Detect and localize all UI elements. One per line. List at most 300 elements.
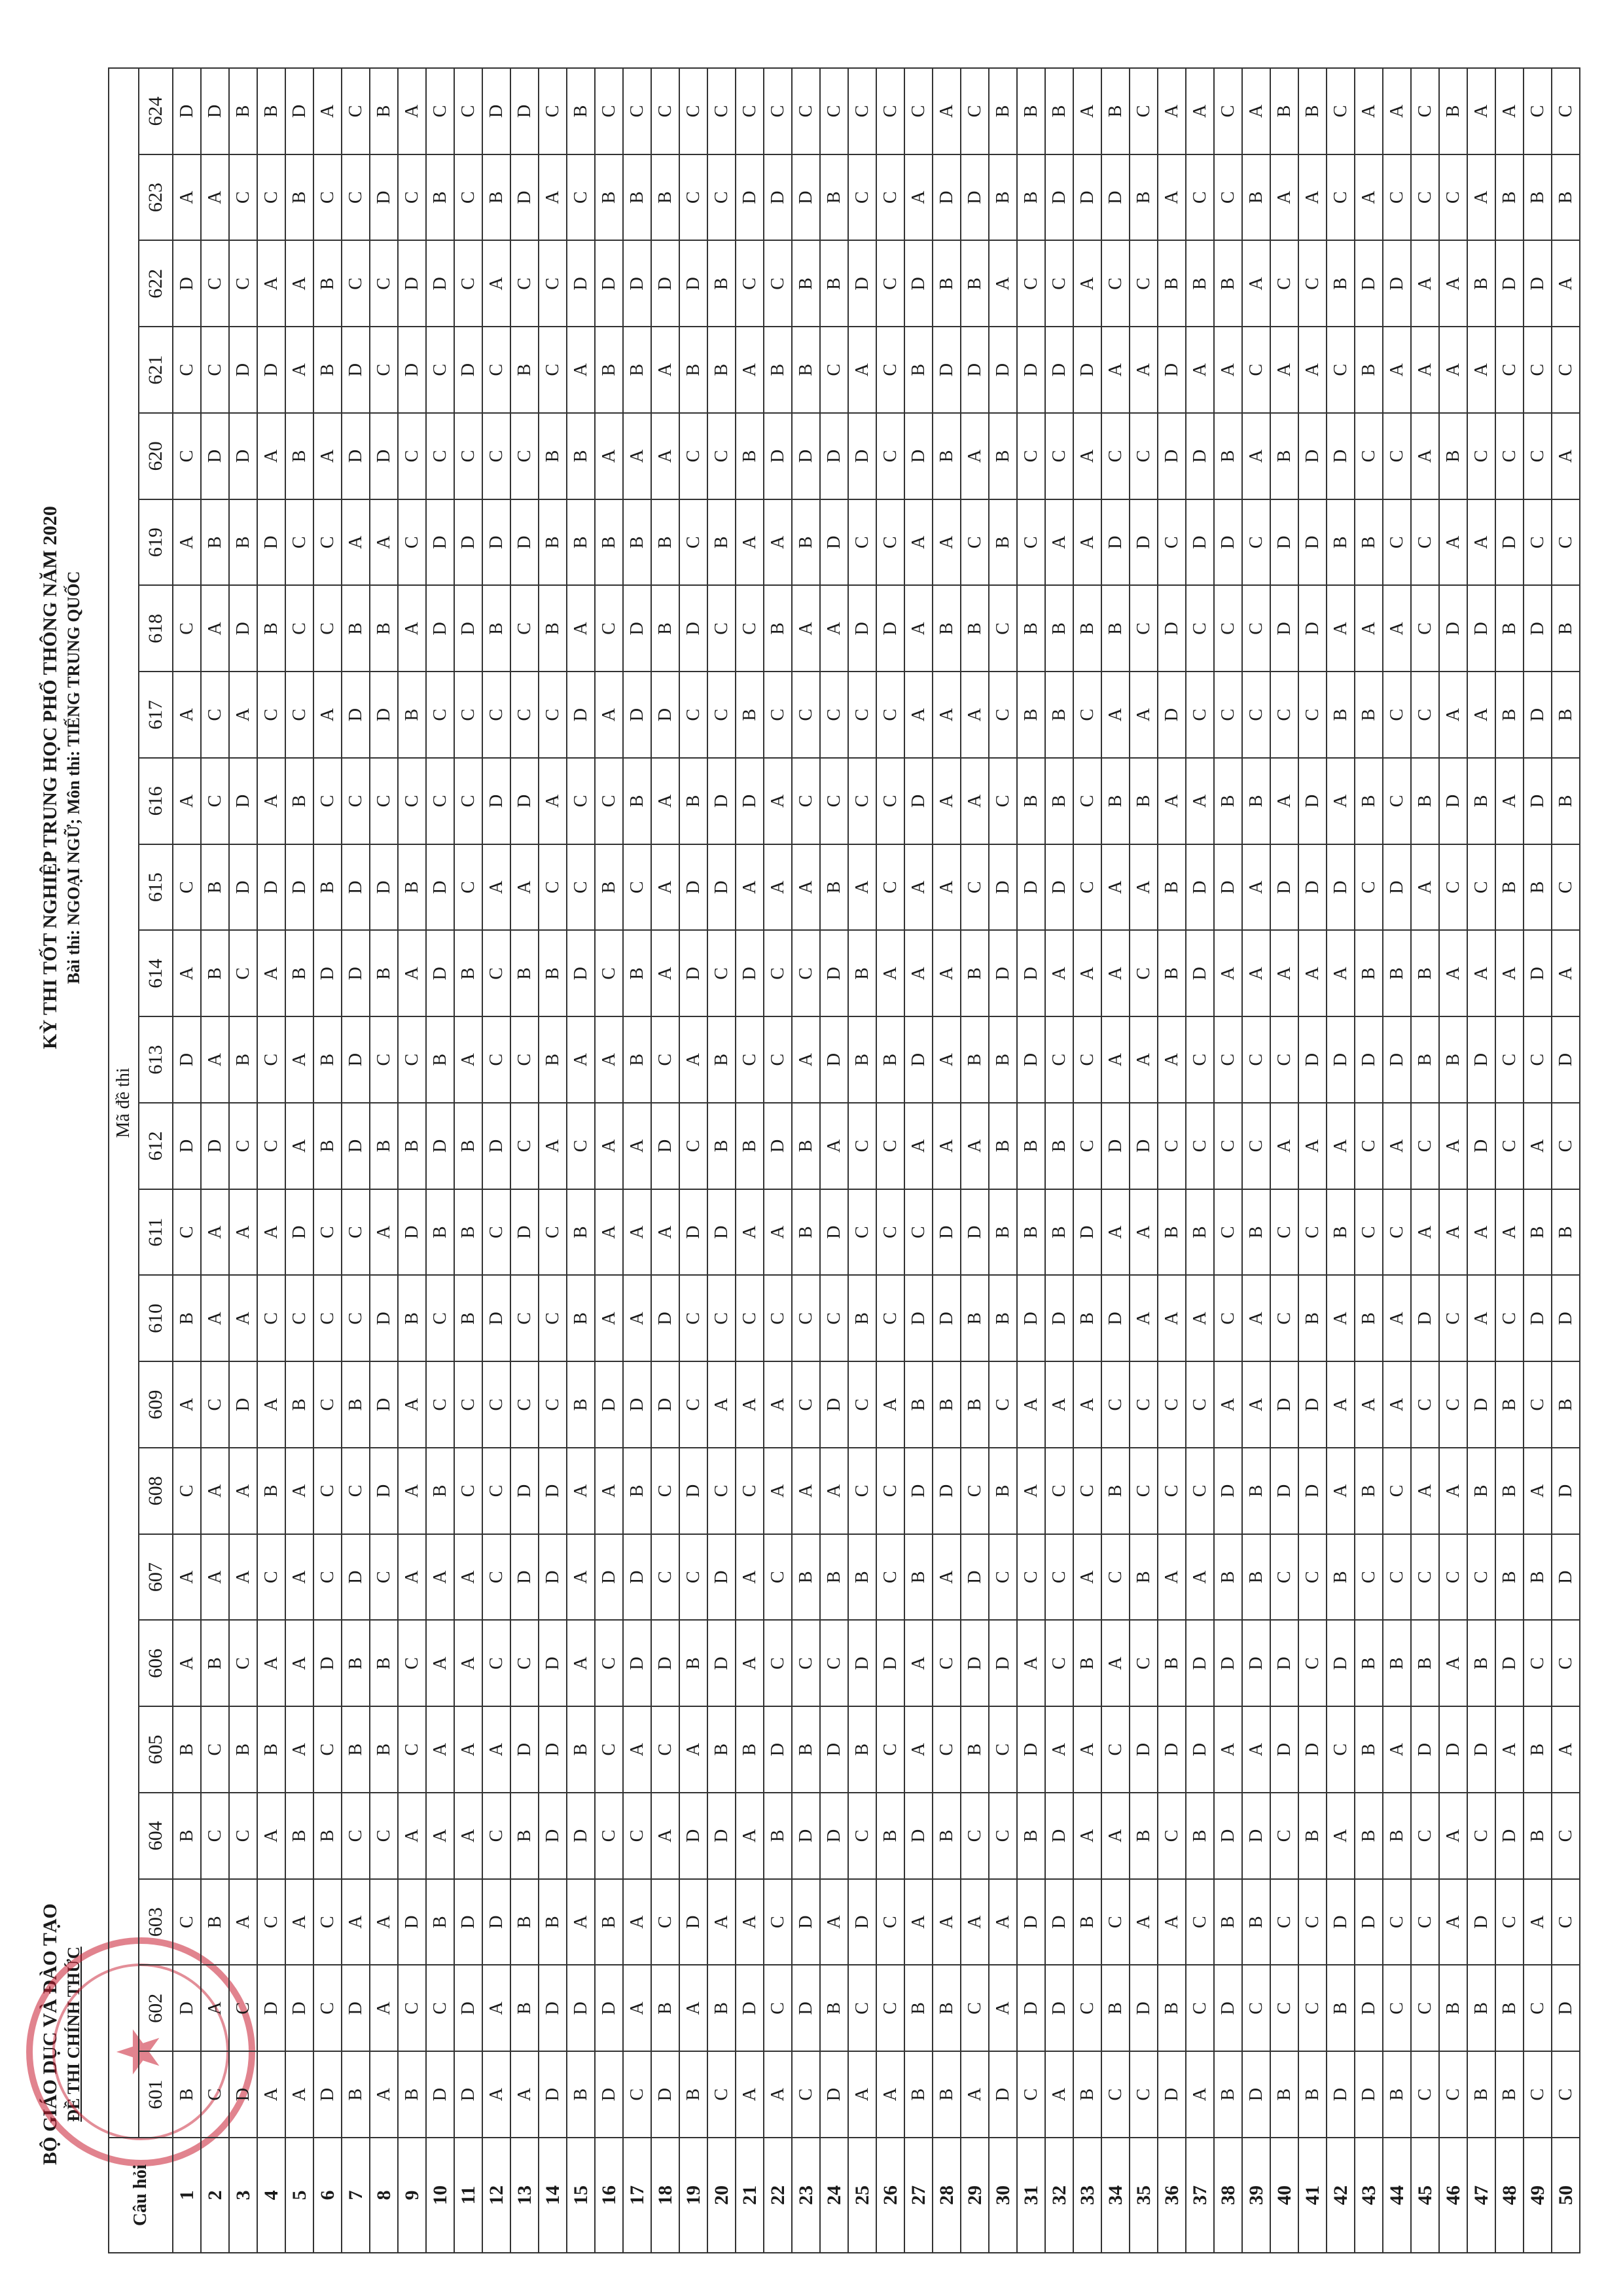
answer-cell: C xyxy=(539,1276,567,1362)
answer-cell: A xyxy=(876,931,904,1017)
answer-cell: D xyxy=(257,327,285,413)
answer-cell: D xyxy=(173,1103,201,1189)
answer-cell: D xyxy=(1045,1965,1073,2052)
answer-cell: C xyxy=(398,1965,426,2052)
answer-cell: A xyxy=(595,1103,623,1189)
answer-cell: A xyxy=(398,1793,426,1879)
answer-cell: A xyxy=(1411,327,1439,413)
answer-cell: C xyxy=(313,154,342,241)
question-number: 12 xyxy=(482,2138,510,2253)
answer-cell: A xyxy=(1524,1879,1552,1965)
answer-cell: B xyxy=(1130,154,1158,241)
answer-cell: C xyxy=(1073,672,1101,758)
answer-cell: A xyxy=(567,1448,595,1534)
answer-cell: D xyxy=(1411,1276,1439,1362)
answer-cell: C xyxy=(1270,1534,1298,1621)
answer-cell: C xyxy=(342,1793,370,1879)
answer-cell: B xyxy=(961,1706,989,1793)
answer-cell: D xyxy=(1158,2051,1186,2138)
answer-cell: B xyxy=(1524,1793,1552,1879)
answer-cell: B xyxy=(933,1965,961,2052)
answer-cell: B xyxy=(1045,1103,1073,1189)
answer-cell: C xyxy=(454,1448,482,1534)
answer-cell: C xyxy=(539,844,567,931)
answer-cell: A xyxy=(933,68,961,154)
answer-cell: D xyxy=(1017,931,1045,1017)
answer-cell: C xyxy=(1158,1361,1186,1448)
answer-cell: B xyxy=(1045,758,1073,844)
answer-cell: C xyxy=(257,154,285,241)
answer-cell: A xyxy=(1327,586,1355,672)
answer-cell: C xyxy=(1298,241,1327,327)
answer-cell: C xyxy=(482,1534,510,1621)
table-row xyxy=(595,68,623,2253)
answer-cell: D xyxy=(679,241,707,327)
answer-cell: C xyxy=(1242,1103,1270,1189)
answer-cell: C xyxy=(426,327,454,413)
table-row xyxy=(510,68,539,2253)
answer-cell: C xyxy=(370,1534,398,1621)
answer-cell: A xyxy=(1467,1189,1495,1276)
answer-cell: B xyxy=(961,1016,989,1103)
answer-cell: A xyxy=(1552,413,1580,499)
question-number: 40 xyxy=(1270,2138,1298,2253)
answer-cell: A xyxy=(1439,1189,1467,1276)
answer-cell: A xyxy=(1158,758,1186,844)
answer-cell: C xyxy=(1524,68,1552,154)
answer-cell: A xyxy=(1073,1706,1101,1793)
answer-cell: C xyxy=(1045,413,1073,499)
answer-cell: D xyxy=(707,1793,736,1879)
answer-cell: B xyxy=(1495,672,1524,758)
answer-cell: D xyxy=(1552,1534,1580,1621)
answer-cell: A xyxy=(173,1621,201,1707)
answer-cell: C xyxy=(1467,1534,1495,1621)
answer-cell: B xyxy=(651,1965,679,2052)
answer-cell: A xyxy=(1186,1534,1214,1621)
answer-cell: B xyxy=(1411,1016,1439,1103)
answer-cell: B xyxy=(792,499,820,586)
answer-cell: A xyxy=(201,1189,229,1276)
question-number: 20 xyxy=(707,2138,736,2253)
answer-cell: D xyxy=(1101,1276,1130,1362)
answer-cell: A xyxy=(1073,241,1101,327)
answer-cell: C xyxy=(229,154,257,241)
answer-cell: D xyxy=(510,1706,539,1793)
answer-cell: C xyxy=(1242,327,1270,413)
answer-cell: C xyxy=(539,241,567,327)
question-number: 1 xyxy=(173,2138,201,2253)
answer-cell: C xyxy=(679,68,707,154)
answer-cell: C xyxy=(313,586,342,672)
answer-cell: B xyxy=(1355,1276,1383,1362)
answer-cell: B xyxy=(313,327,342,413)
answer-cell: C xyxy=(736,1448,764,1534)
answer-cell: D xyxy=(1270,499,1298,586)
answer-cell: D xyxy=(989,931,1017,1017)
answer-cell: B xyxy=(1270,68,1298,154)
answer-cell: C xyxy=(1158,1448,1186,1534)
answer-cell: C xyxy=(1411,2051,1439,2138)
answer-cell: B xyxy=(989,1103,1017,1189)
answer-cell: D xyxy=(426,499,454,586)
question-number: 37 xyxy=(1186,2138,1214,2253)
answer-cell: A xyxy=(904,672,933,758)
answer-cell: D xyxy=(820,1793,848,1879)
answer-cell: A xyxy=(904,1621,933,1707)
answer-cell: D xyxy=(651,672,679,758)
answer-cell: C xyxy=(989,586,1017,672)
answer-cell: D xyxy=(820,2051,848,2138)
question-number: 10 xyxy=(426,2138,454,2253)
answer-cell: D xyxy=(342,1016,370,1103)
table-row xyxy=(1552,68,1580,2253)
answer-cell: A xyxy=(933,1879,961,1965)
answer-cell: B xyxy=(1158,931,1186,1017)
answer-cell: B xyxy=(1242,758,1270,844)
answer-cell: B xyxy=(989,1189,1017,1276)
answer-cell: C xyxy=(454,413,482,499)
answer-cell: C xyxy=(1017,1534,1045,1621)
answer-cell: B xyxy=(1467,1448,1495,1534)
answer-cell: A xyxy=(454,1534,482,1621)
answer-cell: D xyxy=(1439,1706,1467,1793)
table-row xyxy=(1158,68,1186,2253)
answer-cell: B xyxy=(398,672,426,758)
answer-cell: B xyxy=(313,1793,342,1879)
answer-cell: B xyxy=(426,1879,454,1965)
answer-cell: A xyxy=(1186,758,1214,844)
table-row xyxy=(651,68,679,2253)
question-number: 31 xyxy=(1017,2138,1045,2253)
answer-cell: C xyxy=(173,586,201,672)
question-number: 14 xyxy=(539,2138,567,2253)
answer-cell: C xyxy=(1270,1276,1298,1362)
question-number: 2 xyxy=(201,2138,229,2253)
answer-cell: C xyxy=(736,241,764,327)
answer-cell: D xyxy=(1383,1016,1411,1103)
answer-cell: B xyxy=(961,1361,989,1448)
answer-cell: A xyxy=(679,1706,707,1793)
answer-cell: A xyxy=(1242,413,1270,499)
answer-cell: D xyxy=(370,672,398,758)
answer-cell: C xyxy=(595,1793,623,1879)
answer-cell: C xyxy=(1045,1448,1073,1534)
answer-cell: B xyxy=(1158,1621,1186,1707)
answer-cell: B xyxy=(173,1793,201,1879)
table-row xyxy=(426,68,454,2253)
answer-cell: C xyxy=(398,1016,426,1103)
answer-cell: C xyxy=(1552,1621,1580,1707)
answer-cell: A xyxy=(285,1448,313,1534)
answer-cell: C xyxy=(707,931,736,1017)
answer-cell: B xyxy=(1495,1448,1524,1534)
answer-cell: A xyxy=(1242,1706,1270,1793)
answer-cell: A xyxy=(1467,499,1495,586)
answer-cell: C xyxy=(1045,1621,1073,1707)
answer-cell: B xyxy=(651,586,679,672)
answer-cell: A xyxy=(285,1706,313,1793)
answer-cell: C xyxy=(201,1706,229,1793)
official-exam-label: ĐỀ THI CHÍNH THỨC xyxy=(64,1946,83,2122)
answer-cell: C xyxy=(1186,154,1214,241)
answer-cell: C xyxy=(1298,1965,1327,2052)
answer-cell: D xyxy=(370,413,398,499)
answer-cell: B xyxy=(961,586,989,672)
table-row xyxy=(736,68,764,2253)
answer-cell: B xyxy=(651,499,679,586)
answer-cell: B xyxy=(173,2051,201,2138)
answer-cell: C xyxy=(792,1621,820,1707)
answer-cell: C xyxy=(1355,1534,1383,1621)
answer-cell: D xyxy=(313,931,342,1017)
answer-cell: D xyxy=(820,1361,848,1448)
table-row xyxy=(285,68,313,2253)
exam-code-624: 624 xyxy=(139,68,173,154)
answer-cell: B xyxy=(1101,586,1130,672)
answer-cell: A xyxy=(482,1706,510,1793)
answer-cell: B xyxy=(201,1879,229,1965)
answer-cell: D xyxy=(370,1448,398,1534)
answer-cell: B xyxy=(1495,586,1524,672)
answer-cell: A xyxy=(1101,1621,1130,1707)
question-number: 32 xyxy=(1045,2138,1073,2253)
answer-cell: C xyxy=(876,1189,904,1276)
answer-cell: A xyxy=(1383,327,1411,413)
answer-cell: A xyxy=(1214,327,1242,413)
answer-cell: B xyxy=(1355,758,1383,844)
answer-cell: C xyxy=(1130,1621,1158,1707)
answer-cell: C xyxy=(482,413,510,499)
question-number: 16 xyxy=(595,2138,623,2253)
answer-cell: A xyxy=(1327,1448,1355,1534)
answer-cell: C xyxy=(1186,1448,1214,1534)
answer-cell: C xyxy=(1355,1103,1383,1189)
answer-cell: D xyxy=(651,241,679,327)
answer-cell: D xyxy=(257,844,285,931)
answer-cell: B xyxy=(482,586,510,672)
answer-cell: C xyxy=(792,1276,820,1362)
answer-cell: B xyxy=(848,1016,876,1103)
answer-cell: C xyxy=(1467,844,1495,931)
answer-cell: D xyxy=(1270,586,1298,672)
answer-cell: C xyxy=(820,68,848,154)
answer-cell: C xyxy=(961,844,989,931)
answer-cell: D xyxy=(679,1189,707,1276)
answer-cell: A xyxy=(1327,931,1355,1017)
answer-cell: C xyxy=(764,1276,792,1362)
answer-cell: A xyxy=(342,499,370,586)
answer-cell: C xyxy=(679,499,707,586)
answer-cell: D xyxy=(229,327,257,413)
answer-cell: D xyxy=(1495,499,1524,586)
answer-cell: D xyxy=(707,758,736,844)
answer-cell: C xyxy=(1158,1793,1186,1879)
answer-cell: B xyxy=(623,758,651,844)
question-number: 43 xyxy=(1355,2138,1383,2253)
answer-cell: B xyxy=(482,154,510,241)
answer-cell: D xyxy=(173,1965,201,2052)
answer-cell: C xyxy=(370,758,398,844)
answer-cell: C xyxy=(848,499,876,586)
question-number: 49 xyxy=(1524,2138,1552,2253)
answer-cell: B xyxy=(1017,68,1045,154)
answer-cell: B xyxy=(707,499,736,586)
answer-cell: B xyxy=(1130,1793,1158,1879)
answer-cell: D xyxy=(539,1534,567,1621)
answer-cell: B xyxy=(1158,844,1186,931)
answer-cell: D xyxy=(454,327,482,413)
answer-cell: C xyxy=(961,499,989,586)
answer-cell: A xyxy=(201,154,229,241)
answer-cell: C xyxy=(595,931,623,1017)
answer-cell: B xyxy=(1214,1534,1242,1621)
answer-cell: A xyxy=(933,499,961,586)
exam-code-602: 602 xyxy=(139,1965,173,2052)
answer-cell: A xyxy=(933,1534,961,1621)
answer-cell: B xyxy=(567,68,595,154)
answer-cell: C xyxy=(1383,413,1411,499)
answer-cell: B xyxy=(370,1621,398,1707)
answer-cell: C xyxy=(1214,68,1242,154)
answer-cell: A xyxy=(257,758,285,844)
answer-cell: B xyxy=(257,1448,285,1534)
answer-cell: D xyxy=(904,1016,933,1103)
answer-cell: A xyxy=(848,844,876,931)
answer-cell: A xyxy=(1073,931,1101,1017)
answer-cell: C xyxy=(961,1793,989,1879)
answer-cell: A xyxy=(370,499,398,586)
answer-cell: C xyxy=(989,1793,1017,1879)
answer-cell: B xyxy=(342,586,370,672)
answer-cell: B xyxy=(1270,2051,1298,2138)
answer-cell: D xyxy=(1186,1706,1214,1793)
exam-code-620: 620 xyxy=(139,413,173,499)
answer-cell: D xyxy=(539,2051,567,2138)
answer-cell: D xyxy=(1242,1793,1270,1879)
answer-cell: A xyxy=(201,1965,229,2052)
answer-cell: B xyxy=(623,1448,651,1534)
answer-cell: C xyxy=(904,1189,933,1276)
answer-cell: C xyxy=(1242,499,1270,586)
answer-cell: B xyxy=(313,241,342,327)
answer-cell: B xyxy=(1017,154,1045,241)
answer-cell: C xyxy=(1214,1016,1242,1103)
answer-cell: D xyxy=(764,1706,792,1793)
answer-cell: C xyxy=(313,758,342,844)
answer-cell: C xyxy=(454,241,482,327)
answer-cell: C xyxy=(201,672,229,758)
answer-cell: B xyxy=(370,931,398,1017)
answer-cell: C xyxy=(876,672,904,758)
answer-cell: B xyxy=(623,499,651,586)
answer-cell: C xyxy=(1270,1965,1298,2052)
answer-cell: D xyxy=(1214,1448,1242,1534)
answer-cell: C xyxy=(173,1879,201,1965)
table-row xyxy=(482,68,510,2253)
answer-cell: D xyxy=(482,1103,510,1189)
question-number: 8 xyxy=(370,2138,398,2253)
answer-cell: B xyxy=(1017,758,1045,844)
answer-cell: D xyxy=(1383,844,1411,931)
answer-cell: A xyxy=(567,1621,595,1707)
table-row xyxy=(904,68,933,2253)
answer-cell: C xyxy=(961,1965,989,2052)
answer-cell: A xyxy=(201,1016,229,1103)
answer-cell: D xyxy=(904,241,933,327)
answer-cell: D xyxy=(707,844,736,931)
answer-cell: C xyxy=(651,1879,679,1965)
answer-cell: A xyxy=(933,1103,961,1189)
answer-cell: C xyxy=(1411,154,1439,241)
answer-cell: A xyxy=(229,1276,257,1362)
answer-cell: C xyxy=(1242,672,1270,758)
answer-cell: B xyxy=(764,586,792,672)
answer-cell: D xyxy=(426,241,454,327)
answer-cell: C xyxy=(313,1706,342,1793)
answer-cell: B xyxy=(510,327,539,413)
answer-cell: C xyxy=(848,1189,876,1276)
answer-cell: B xyxy=(285,758,313,844)
question-number: 47 xyxy=(1467,2138,1495,2253)
answer-cell: A xyxy=(1467,931,1495,1017)
answer-cell: C xyxy=(1298,1879,1327,1965)
answer-cell: A xyxy=(736,327,764,413)
answer-cell: B xyxy=(567,2051,595,2138)
answer-cell: D xyxy=(482,499,510,586)
answer-cell: C xyxy=(201,1361,229,1448)
answer-cell: C xyxy=(764,1879,792,1965)
answer-cell: A xyxy=(904,499,933,586)
answer-cell: C xyxy=(595,586,623,672)
answer-cell: A xyxy=(1495,931,1524,1017)
answer-cell: A xyxy=(285,1621,313,1707)
answer-cell: A xyxy=(1242,1276,1270,1362)
answer-cell: C xyxy=(257,1276,285,1362)
answer-cell: D xyxy=(1101,499,1130,586)
exam-code-601: 601 xyxy=(139,2051,173,2138)
answer-cell: D xyxy=(510,1534,539,1621)
answer-cell: D xyxy=(539,1448,567,1534)
answer-cell: D xyxy=(1270,1706,1298,1793)
answer-cell: D xyxy=(989,844,1017,931)
answer-cell: C xyxy=(398,413,426,499)
question-number: 41 xyxy=(1298,2138,1327,2253)
answer-cell: C xyxy=(285,672,313,758)
answer-cell: B xyxy=(257,586,285,672)
answer-cell: D xyxy=(1017,1879,1045,1965)
answer-cell: A xyxy=(933,672,961,758)
answer-cell: C xyxy=(651,1534,679,1621)
answer-cell: D xyxy=(1467,1016,1495,1103)
answer-cell: C xyxy=(1383,1448,1411,1534)
table-row xyxy=(1073,68,1101,2253)
question-number: 5 xyxy=(285,2138,313,2253)
answer-cell: B xyxy=(1467,1965,1495,2052)
answer-cell: C xyxy=(313,1361,342,1448)
answer-cell: B xyxy=(1017,1793,1045,1879)
question-number: 11 xyxy=(454,2138,482,2253)
answer-cell: C xyxy=(1524,1361,1552,1448)
answer-cell: C xyxy=(707,586,736,672)
answer-cell: A xyxy=(764,1189,792,1276)
answer-cell: B xyxy=(342,2051,370,2138)
answer-cell: D xyxy=(792,413,820,499)
answer-cell: B xyxy=(1355,1448,1383,1534)
answer-cell: D xyxy=(1270,1621,1298,1707)
answer-cell: C xyxy=(820,758,848,844)
answer-cell: C xyxy=(595,1621,623,1707)
